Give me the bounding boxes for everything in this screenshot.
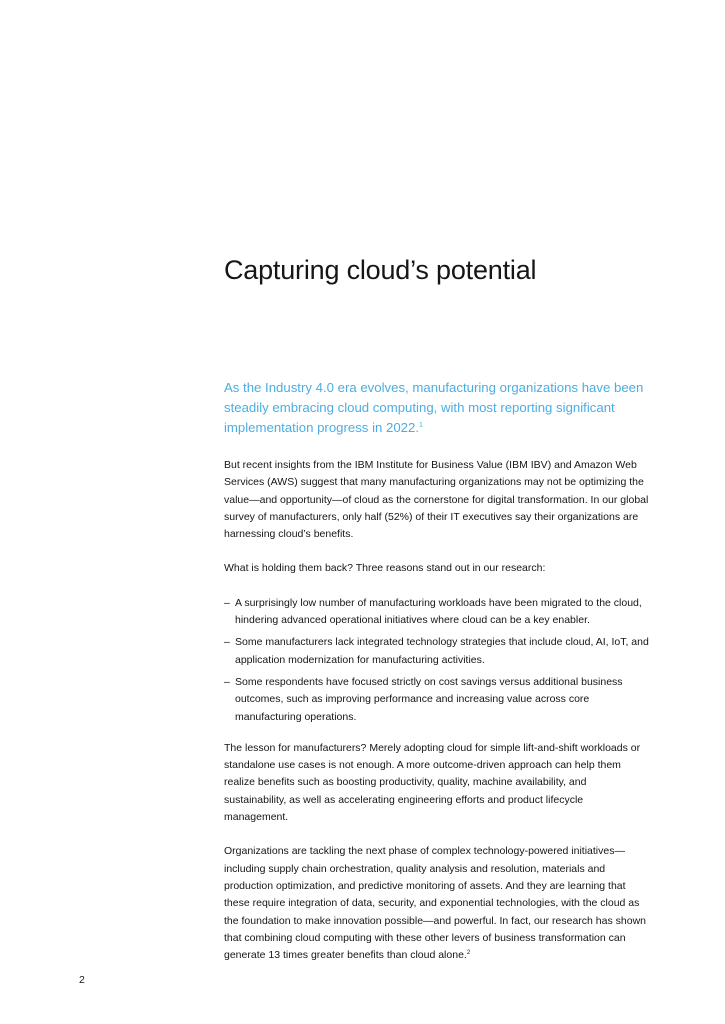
body-paragraph-4	[224, 843, 650, 964]
list-item	[224, 634, 650, 669]
body-paragraph-1: But recent insights from the IBM Institute for Business Value (IBM IBV) and Amazon Web Services (AWS) suggest that many manufacturing organizations may not be optimizing the value—and opportunity—of cloud as the cornerstone for digital transformation. In our global survey of manufacturers, only half (52%) of their IT executives say their organizations are harnessing cloud’s benefits.	[224, 459, 649, 541]
lead-paragraph	[224, 378, 650, 438]
bullet-dash: –	[224, 636, 230, 649]
reasons-list	[224, 595, 650, 726]
article-body	[224, 378, 650, 981]
bullet-dash: –	[224, 675, 230, 688]
lead-text: As the Industry 4.0 era evolves, manufacturing organizations have been steadily embracing cloud computing, with most reporting significant implementation progress in 2022.	[224, 380, 644, 435]
body-paragraph-4-text: Organizations are tackling the next phase of complex technology-powered initiatives—including supply chain orchestration, quality analysis and resolution, materials and production optimization, and predictive monitoring of assets. And they are learning that these require integration of data, security, and exponential technologies, with the cloud as the foundation to make innovation possible—and powerful. In fact, our research has shown that combining cloud computing with these other levers of business transformation can generate 13 times greater benefits than cloud alone.	[224, 845, 647, 962]
list-item-text: Some respondents have focused strictly on cost savings versus additional business outcomes, such as improving performance and increasing value across core manufacturing operations.	[235, 675, 623, 723]
page-title: Capturing cloud’s potential	[224, 255, 537, 285]
page-number: 2	[79, 974, 85, 986]
bullet-dash: –	[224, 596, 230, 609]
body-paragraph-2: What is holding them back? Three reasons stand out in our research:	[224, 562, 546, 575]
list-item	[224, 674, 650, 726]
footnote-ref-2: 2	[466, 950, 471, 957]
list-item	[224, 595, 650, 630]
body-paragraph-3: The lesson for manufacturers? Merely adopting cloud for simple lift-and-shift workloads or standalone use cases is not enough. A more outcome-driven approach can help them realize benefits such as boosting productivity, quality, machine availability, and sustainability, as well as accelerating engineering efforts and product lifecycle management.	[224, 741, 641, 824]
list-item-text: Some manufacturers lack integrated technology strategies that include cloud, AI, IoT, and application modernization for manufacturing activities.	[235, 636, 649, 666]
list-item-text: A surprisingly low number of manufacturing workloads have been migrated to the cloud, hindering advanced operational initiatives where cloud can be a key enabler.	[235, 596, 642, 627]
footnote-ref-1: 1	[419, 422, 423, 429]
